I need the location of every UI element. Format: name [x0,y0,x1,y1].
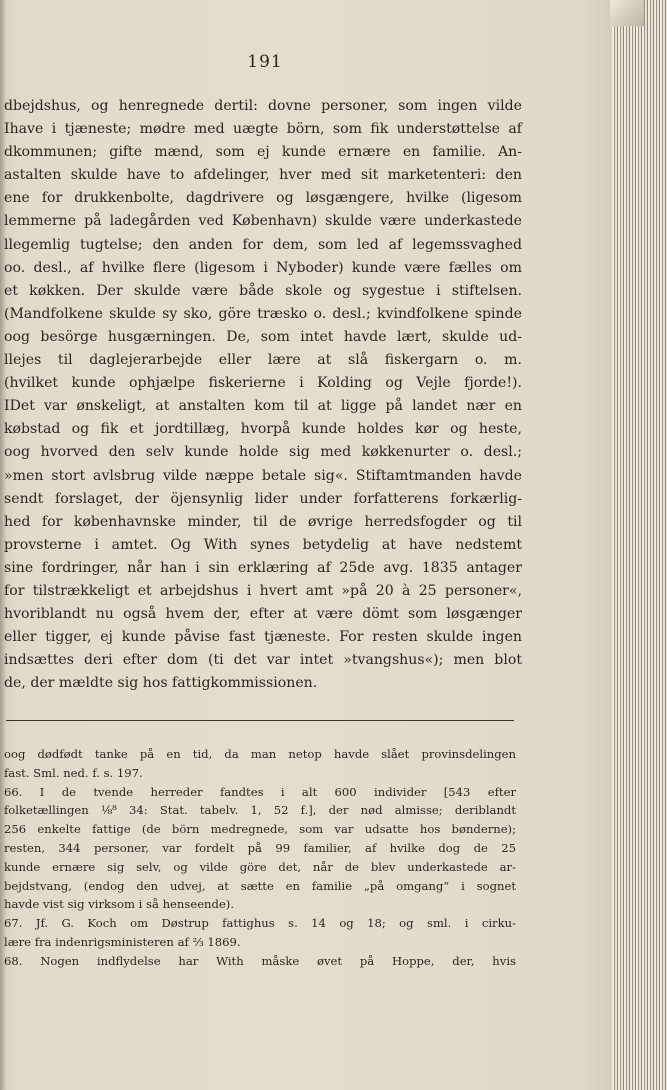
footnote-line: 66. I de tvende herreder fandtes i alt 600 individer [543 efter [4,784,516,799]
text-line: eller tigger, ej kunde påvise fast tjæneste. For resten skulde ingen [4,629,522,646]
text-line: hvoriblandt nu også hvem der, efter at være dömt som løsgænger [4,606,522,623]
footnote-line: havde vist sig virksom i så henseende). [4,897,235,912]
text-line: »men stort avlsbrug vilde næppe betale sig«. Stiftamtmanden havde [4,467,522,484]
text-line: hed for københavnske minder, til de øvrige herredsfogder og til [4,513,522,530]
text-line: ene for drukkenbolte, dagdrivere og løsgængere, hvilke (ligesom [4,190,522,207]
text-line: (hvilket kunde ophjælpe fiskerierne i Kolding og Vejle fjorde!). [4,375,522,392]
footnote-line: oog dødfødt tanke på en tid, da man netop havde slået provinsdelingen [4,747,516,761]
text-line: sendt forslaget, der öjensynlig lider under forfatterens forkærlig- [4,490,522,507]
footnote-separator [6,720,514,721]
text-line: oog besörge husgærningen. De, som intet havde lært, skulde ud- [4,328,522,345]
page-edges [612,0,667,1090]
footnote-line: fast. Sml. ned. f. s. 197. [4,765,143,780]
text-line: oo. desl., af hvilke flere (ligesom i Nyboder) kunde være fælles om [4,259,522,276]
footnotes [4,745,516,971]
text-line: dkommunen; gifte mænd, som ej kunde ernære en familie. An- [4,144,522,161]
footnote-line: 67. Jf. G. Koch om Døstrup fattighus s. 14 og 18; og sml. i cirku- [4,916,516,931]
text-line: de, der mældte sig hos fattigkommissionen. [4,675,318,692]
text-line: dbejdshus, og henregnede dertil: dovne personer, som ingen vilde [4,98,522,114]
text-line: Ihave i tjæneste; mødre med uægte börn, som fik understøttelse af [4,121,522,138]
page-corner [610,0,644,26]
footnote-line: resten, 344 personer, var fordelt på 99 familier, af hvilke dog de 25 [4,840,516,855]
text-line: llejes til daglejerarbejde eller lære at slå fiskergarn o. m. [4,352,522,369]
footnote-line: folketællingen ⅛⁸ 34: Stat. tabelv. 1, 52 f.], der nød almisse; deriblandt [4,803,516,818]
footnote-line: 68. Nogen indflydelse har With måske øvet på Hoppe, der, hvis [4,953,516,968]
text-line: et køkken. Der skulde være både skole og sygestue i stiftelsen. [4,282,522,299]
footnote-line: lære fra indenrigsministeren af ⅔ 1869. [4,934,241,949]
text-line: astalten skulde have to afdelinger, hver med sit marketenteri: den [4,167,522,184]
footnote-line: 256 enkelte fattige (de börn medregnede, som var udsatte hos bønderne); [4,822,516,837]
text-line: oog hvorved den selv kunde holde sig med køkkenurter o. desl.; [4,444,522,461]
text-line: (Mandfolkene skulde sy sko, göre træsko o. desl.; kvindfolkene spinde [4,305,522,322]
page-number: 191 [247,52,283,72]
main-text [4,95,522,695]
text-line: sine fordringer, når han i sin erklæring af 25de avg. 1835 antager [4,559,522,576]
footnote-line: kunde ernære sig selv, og vilde göre det, når de blev underkastede ar- [4,859,516,874]
text-line: købstad og fik et jordtillæg, hvorpå kunde holdes kør og heste, [4,421,522,438]
text-line: lemmerne på ladegården ved København) skulde være underkastede [4,213,522,230]
text-line: indsættes deri efter dom (ti det var intet »tvangshus«); men blot [4,652,522,669]
text-line: llegemlig tugtelse; den anden for dem, som led af legemssvaghed [4,236,522,253]
text-line: IDet var ønskeligt, at anstalten kom til at ligge på landet nær en [4,398,522,415]
footnote-line: bejdstvang, (endog den udvej, at sætte en familie „på omgang“ i sognet [4,878,516,893]
text-line: provsterne i amtet. Og With synes betydelig at have nedstemt [4,536,522,553]
text-line: for tilstrækkeligt et arbejdshus i hvert amt »på 20 à 25 personer«, [4,582,522,599]
